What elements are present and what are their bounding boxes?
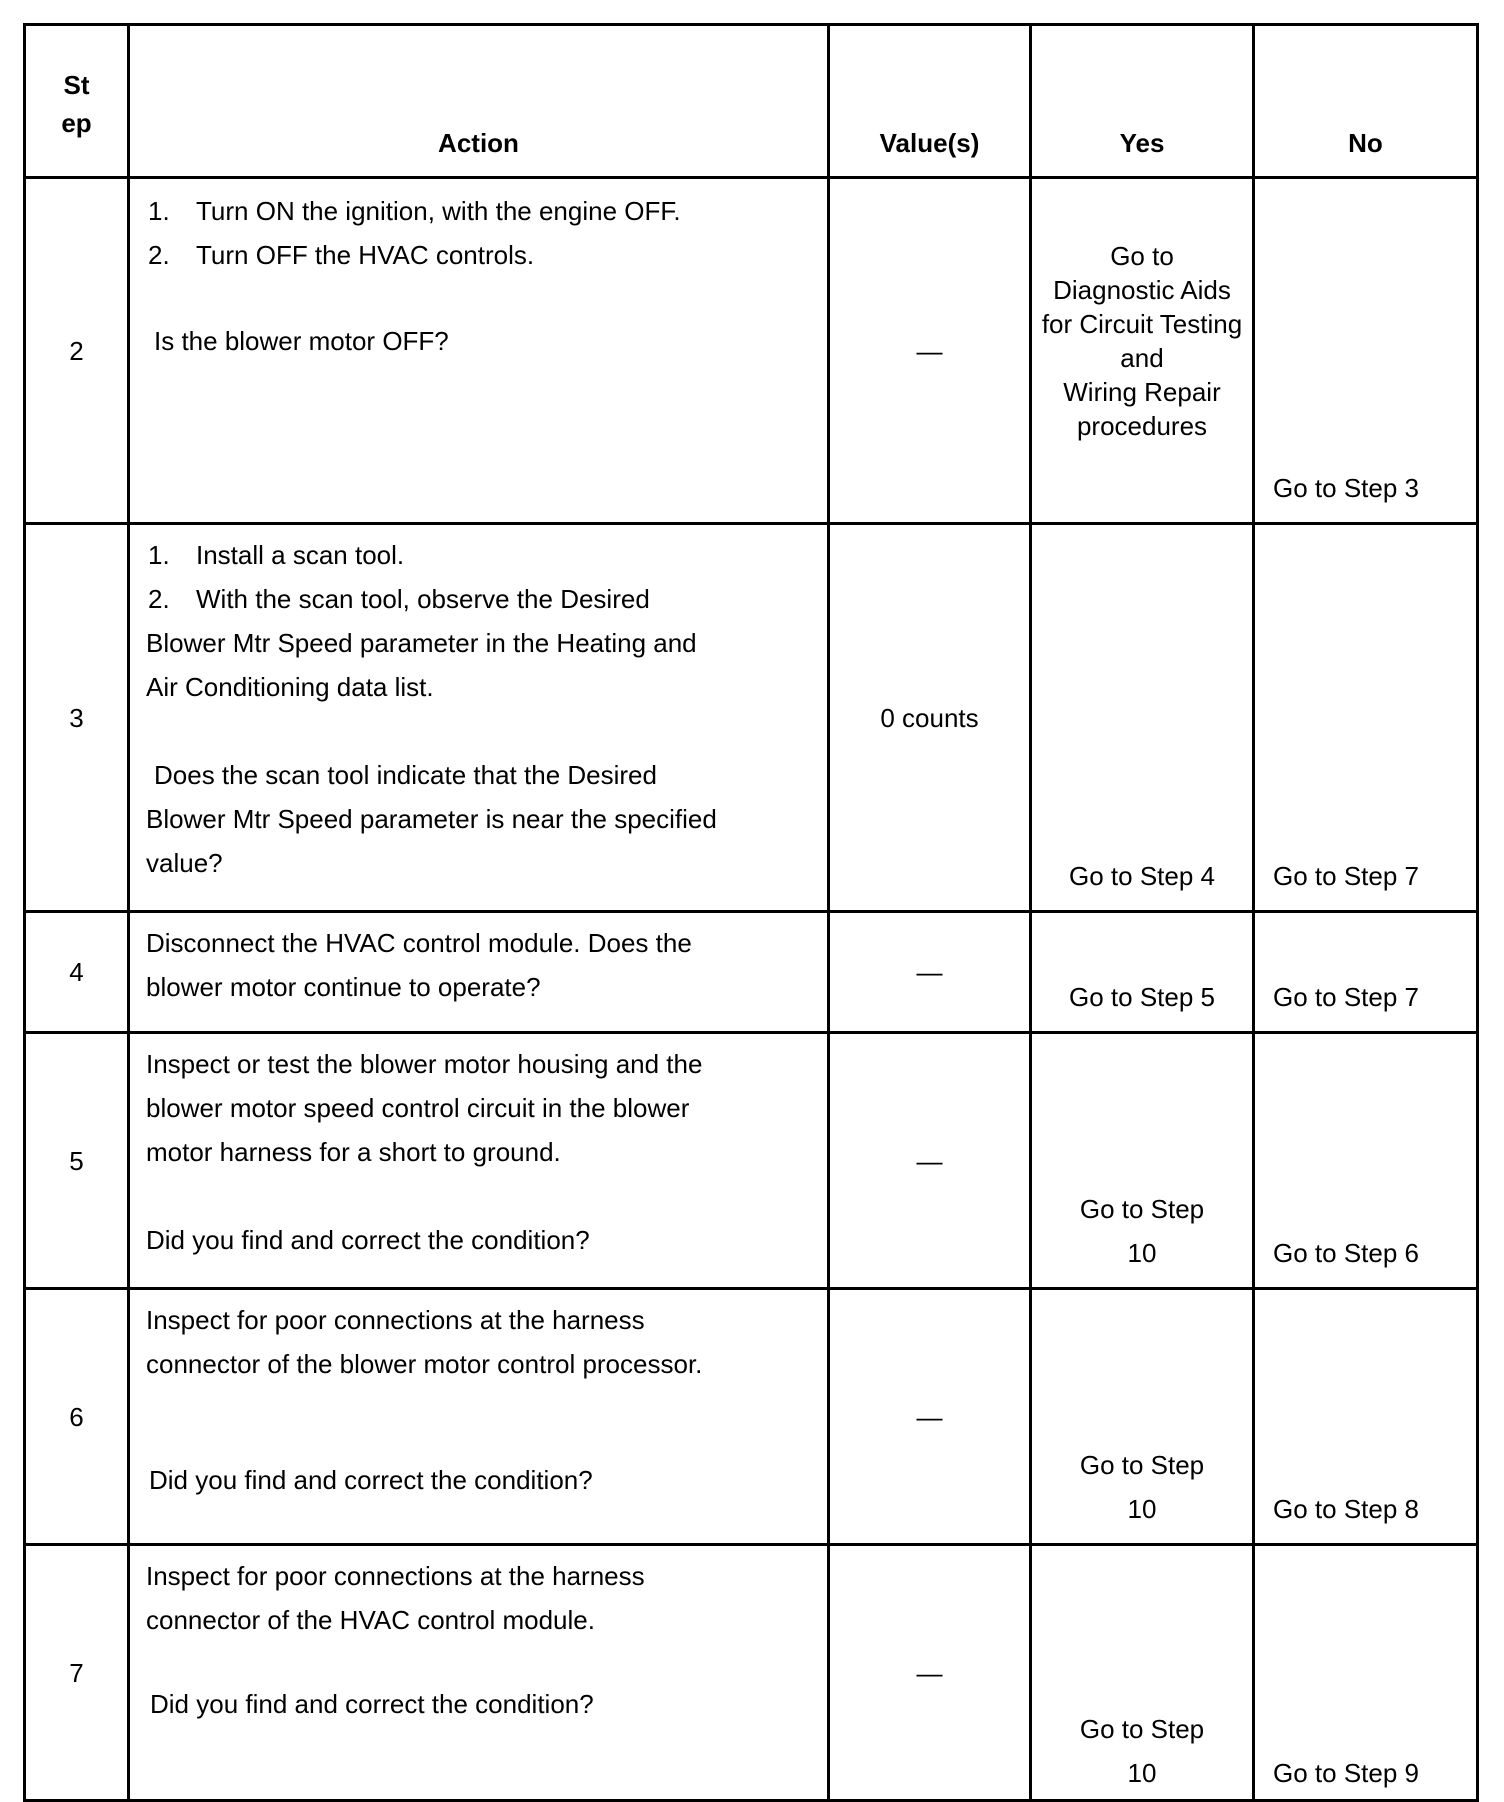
table-row <box>25 912 1478 1033</box>
action-cell <box>129 1545 829 1801</box>
no-text: Go to Step 3 <box>1273 473 1419 503</box>
yes-line: 10 <box>1127 1238 1157 1268</box>
action-text-line: Blower Mtr Speed parameter in the Heating and <box>146 628 697 658</box>
yes-line: Go to Step <box>1079 1194 1205 1224</box>
action-item <box>146 577 811 621</box>
table-row <box>25 1289 1478 1545</box>
value-cell: — <box>829 178 1031 524</box>
no-text: Go to Step 9 <box>1273 1758 1419 1788</box>
yes-cell <box>1031 1289 1254 1545</box>
action-item <box>146 189 811 233</box>
header-no: No <box>1254 25 1478 178</box>
table-row <box>25 1545 1478 1801</box>
step-number: 5 <box>25 1033 129 1289</box>
action-cell <box>129 912 829 1033</box>
action-text-line: connector of the HVAC control module. <box>146 1605 595 1635</box>
yes-cell <box>1031 912 1254 1033</box>
yes-cell <box>1031 1033 1254 1289</box>
action-text-line: Disconnect the HVAC control module. Does the <box>146 928 692 958</box>
step-number: 7 <box>25 1545 129 1801</box>
header-action: Action <box>129 25 829 178</box>
yes-line: Wiring Repair <box>1063 377 1221 407</box>
action-text-line: blower motor continue to operate? <box>146 972 541 1002</box>
no-cell <box>1254 912 1478 1033</box>
action-text-line: blower motor speed control circuit in the blower <box>146 1093 690 1123</box>
header-row <box>25 25 1478 178</box>
no-cell <box>1254 1289 1478 1545</box>
action-question: Did you find and correct the condition? <box>150 1689 594 1719</box>
action-item-number: 2. <box>148 240 170 270</box>
header-step-line1: St <box>63 70 90 100</box>
step-number: 4 <box>25 912 129 1033</box>
yes-line: Go to Step <box>1079 1450 1205 1480</box>
yes-text: Go to Step 5 <box>1069 982 1215 1012</box>
action-item <box>146 233 811 277</box>
yes-line: 10 <box>1127 1494 1157 1524</box>
header-values: Value(s) <box>829 25 1031 178</box>
action-text-line: Inspect for poor connections at the harness <box>146 1561 645 1591</box>
yes-line: 10 <box>1127 1758 1157 1788</box>
table-row <box>25 524 1478 912</box>
action-question-line: value? <box>146 848 223 878</box>
action-question: Does the scan tool indicate that the Desired <box>154 760 657 790</box>
action-cell <box>129 178 829 524</box>
diagnostic-table-document <box>23 23 1479 1802</box>
yes-line: for Circuit Testing <box>1041 309 1243 339</box>
no-cell <box>1254 178 1478 524</box>
step-number: 6 <box>25 1289 129 1545</box>
action-text-line: motor harness for a short to ground. <box>146 1137 561 1167</box>
action-item-text: With the scan tool, observe the Desired <box>196 584 650 614</box>
yes-cell <box>1031 1545 1254 1801</box>
yes-cell <box>1031 178 1254 524</box>
action-item-text: Turn OFF the HVAC controls. <box>196 240 535 270</box>
action-cell <box>129 524 829 912</box>
action-cell <box>129 1033 829 1289</box>
value-cell: — <box>829 912 1031 1033</box>
header-step <box>25 25 129 178</box>
diagnostic-table <box>23 23 1479 1802</box>
table-row <box>25 1033 1478 1289</box>
action-item-number: 1. <box>148 196 170 226</box>
no-text: Go to Step 6 <box>1273 1238 1419 1268</box>
action-question: Did you find and correct the condition? <box>146 1225 590 1255</box>
value-cell: — <box>829 1033 1031 1289</box>
yes-line: Go to Step <box>1079 1714 1205 1744</box>
yes-line: Go to <box>1110 241 1174 271</box>
no-text: Go to Step 7 <box>1273 982 1419 1012</box>
table-row <box>25 178 1478 524</box>
value-cell: 0 counts <box>829 524 1031 912</box>
action-item-number: 2. <box>148 584 170 614</box>
action-question: Did you find and correct the condition? <box>149 1465 593 1495</box>
action-item <box>146 533 811 577</box>
step-number: 2 <box>25 178 129 524</box>
value-cell: — <box>829 1289 1031 1545</box>
no-text: Go to Step 8 <box>1273 1494 1419 1524</box>
action-text-line: Inspect for poor connections at the harness <box>146 1305 645 1335</box>
yes-text: Go to Step 4 <box>1069 861 1215 891</box>
no-cell <box>1254 524 1478 912</box>
header-step-line2: ep <box>61 108 92 138</box>
action-item-text: Turn ON the ignition, with the engine OFF. <box>196 196 681 226</box>
header-yes: Yes <box>1031 25 1254 178</box>
no-cell <box>1254 1545 1478 1801</box>
action-text-line: Inspect or test the blower motor housing and the <box>146 1049 703 1079</box>
action-question: Is the blower motor OFF? <box>154 326 449 356</box>
action-text-line: Air Conditioning data list. <box>146 672 434 702</box>
no-cell <box>1254 1033 1478 1289</box>
yes-line: procedures <box>1076 411 1208 441</box>
step-number: 3 <box>25 524 129 912</box>
action-question-line: Blower Mtr Speed parameter is near the specified <box>146 804 717 834</box>
action-item-number: 1. <box>148 540 170 570</box>
action-item-text: Install a scan tool. <box>196 540 405 570</box>
action-cell <box>129 1289 829 1545</box>
yes-line: Diagnostic Aids <box>1053 275 1231 305</box>
yes-cell <box>1031 524 1254 912</box>
value-cell: — <box>829 1545 1031 1801</box>
action-text-line: connector of the blower motor control processor. <box>146 1349 703 1379</box>
no-text: Go to Step 7 <box>1273 861 1419 891</box>
yes-line: and <box>1120 343 1164 373</box>
